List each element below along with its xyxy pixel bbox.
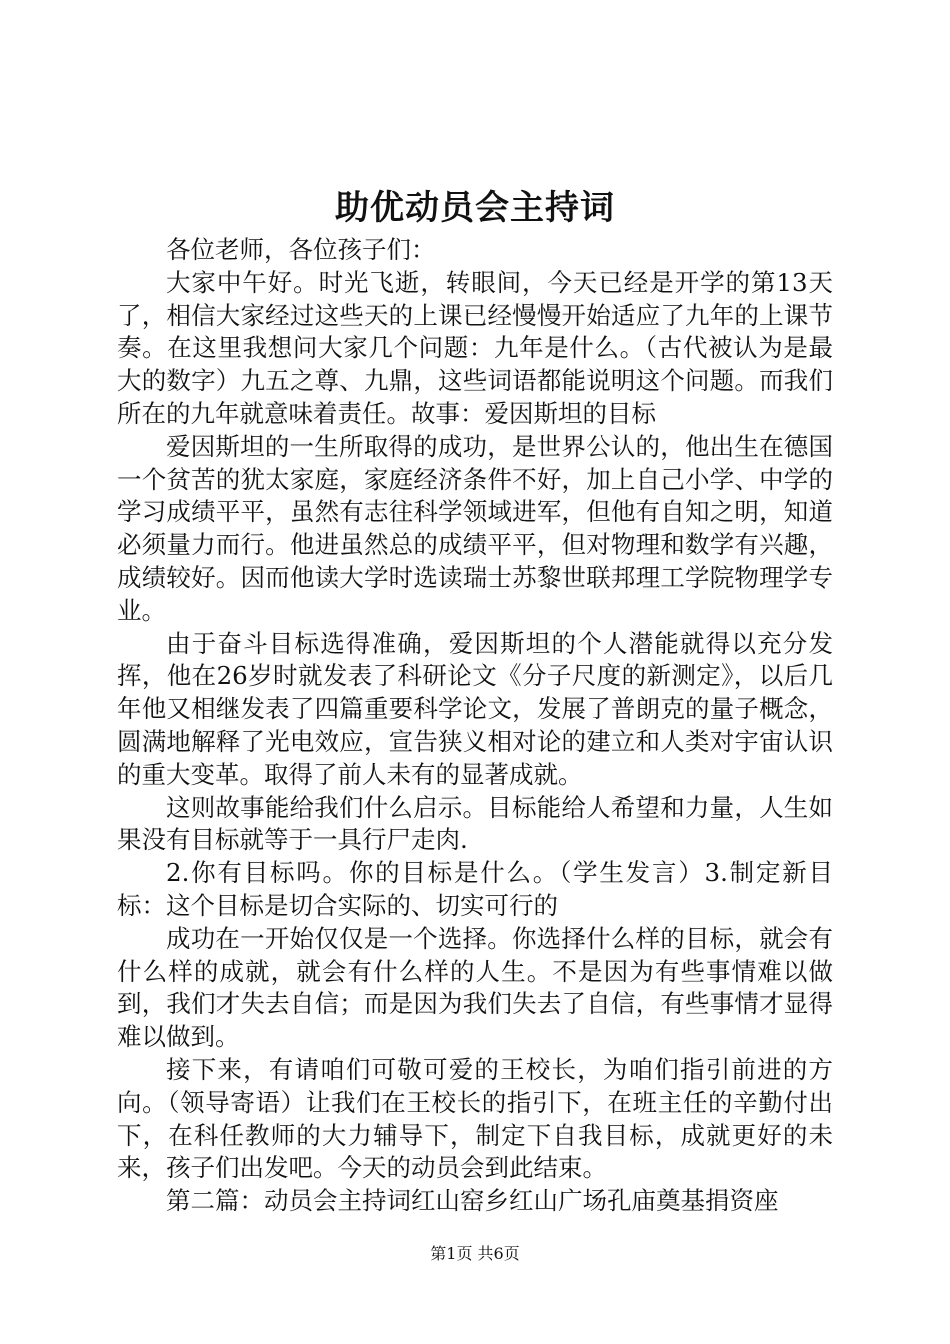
document-body [117, 234, 833, 1218]
paragraph-principal-closing: 接下来，有请咱们可敬可爱的王校长，为咱们指引前进的方向。（领导寄语）让我们在王校长的指引下，在班主任的辛勤付出下，在科任教师的大力辅导下，制定下自我目标，成就更好的未来，孩子们出发吧。今天的动员会到此结束。 [117, 1054, 833, 1183]
document-title: 助优动员会主持词 [335, 188, 615, 228]
paragraph-einstein-life: 爱因斯坦的一生所取得的成功，是世界公认的，他出生在德国一个贫苦的犹太家庭，家庭经济条件不好，加上自己小学、中学的学习成绩平平，虽然有志往科学领域进军，但他有自知之明，知道必须量力而行。他进虽然总的成绩平平，但对物理和数学有兴趣，成绩较好。因而他读大学时选读瑞士苏黎世联邦理工学院物理学专业。 [117, 431, 833, 625]
paragraph-greeting: 各位老师，各位孩子们： [166, 235, 436, 264]
paragraph-goal-questions: 2.你有目标吗。你的目标是什么。（学生发言）3.制定新目标：这个目标是切合实际的、切实可行的 [117, 858, 833, 920]
paragraph-opening: 大家中午好。时光飞逝，转眼间，今天已经是开学的第13天了，相信大家经过这些天的上课已经慢慢开始适应了九年的上课节奏。在这里我想问大家几个问题：九年是什么。（古代被认为是最大的数字）九五之尊、九鼎，这些词语都能说明这个问题。而我们所在的九年就意味着责任。故事：爱因斯坦的目标 [117, 267, 833, 428]
page-footer: 第1页 共6页 [430, 1244, 520, 1263]
paragraph-second-article: 第二篇：动员会主持词红山窑乡红山广场孔庙奠基捐资座 [166, 1186, 779, 1216]
paragraph-einstein-achievement: 由于奋斗目标选得准确，爱因斯坦的个人潜能就得以充分发挥，他在26岁时就发表了科研论文《分子尺度的新测定》，以后几年他又相继发表了四篇重要科学论文，发展了普朗克的量子概念，圆满地解释了光电效应，宣告狭义相对论的建立和人类对宇宙认识的重大变革。取得了前人未有的显著成就。 [117, 628, 833, 789]
paragraph-story-lesson: 这则故事能给我们什么启示。目标能给人希望和力量，人生如果没有目标就等于一具行尸走肉. [117, 792, 833, 855]
paragraph-success-choice: 成功在一开始仅仅是一个选择。你选择什么样的目标，就会有什么样的成就，就会有什么样的人生。不是因为有些事情难以做到，我们才失去自信；而是因为我们失去了自信，有些事情才显得难以做到。 [117, 923, 833, 1052]
